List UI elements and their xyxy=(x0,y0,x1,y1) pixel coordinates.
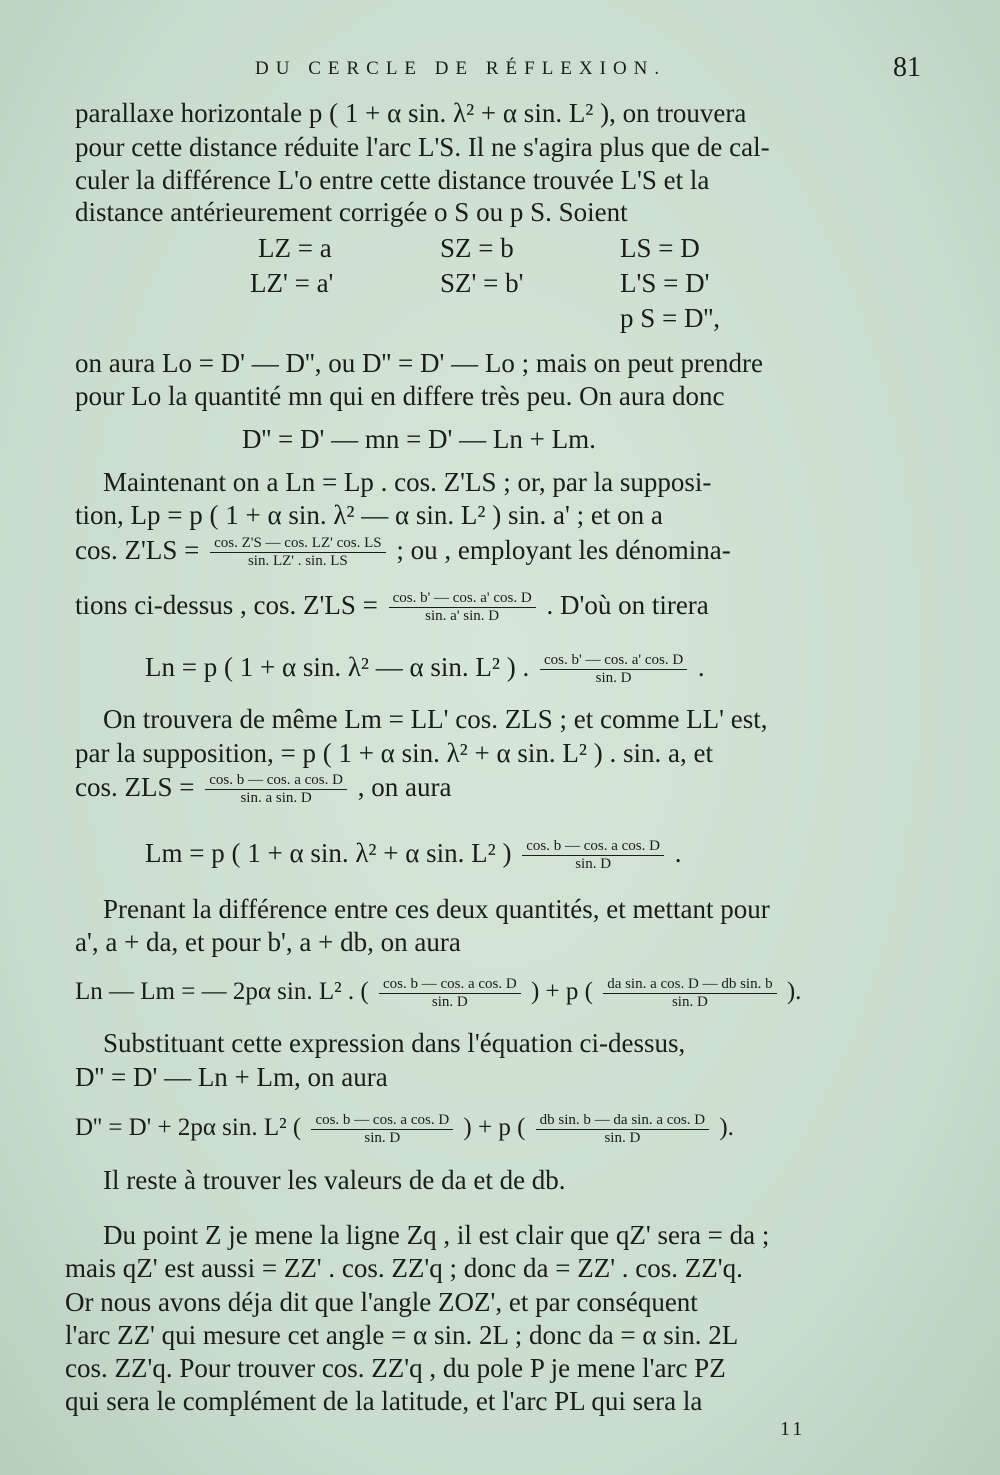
text-line: D'' = D' — Ln + Lm, on aura xyxy=(75,1062,388,1092)
text-line: Du point Z je mene la ligne Zq , il est clair que qZ' sera = da ; xyxy=(103,1220,770,1250)
equation xyxy=(75,976,801,1011)
denominator: sin. D xyxy=(431,994,468,1010)
fraction xyxy=(311,1112,453,1147)
text-run: D'' = D' + 2pα sin. L² ( xyxy=(75,1114,302,1142)
text-run: . xyxy=(674,838,682,868)
numerator: da sin. a cos. D — db sin. b xyxy=(603,976,776,994)
denominator: sin. D xyxy=(604,1130,641,1146)
text-line: Substituant cette expression dans l'équation ci-dessus, xyxy=(103,1028,686,1058)
definition: LZ = a xyxy=(258,233,332,263)
fraction xyxy=(540,652,687,687)
equation xyxy=(145,652,705,687)
denominator: sin. LZ' . sin. LS xyxy=(247,553,348,570)
equation xyxy=(145,838,681,873)
text-line: cos. ZZ'q. Pour trouver cos. ZZ'q , du pole P je mene l'arc PZ xyxy=(65,1353,726,1383)
definition: p S = D'', xyxy=(620,303,720,333)
numerator: cos. b — cos. a cos. D xyxy=(205,772,347,790)
running-title: DU CERCLE DE RÉFLEXION. xyxy=(255,58,667,79)
numerator: cos. b — cos. a cos. D xyxy=(379,976,521,994)
equation xyxy=(75,590,709,625)
definition: SZ' = b' xyxy=(440,268,524,298)
text-run: cos. ZLS = xyxy=(75,772,195,802)
text-run: , on aura xyxy=(357,772,452,802)
denominator: sin. a' sin. D xyxy=(425,608,500,625)
numerator: cos. Z'S — cos. LZ' cos. LS xyxy=(210,535,385,553)
text-run: ) + p ( xyxy=(530,978,593,1006)
text-line: pour Lo la quantité mn qui en differe très peu. On aura donc xyxy=(75,381,725,411)
definition: LZ' = a' xyxy=(250,268,334,298)
text-run: Lm = p ( 1 + α sin. λ² + α sin. L² ) xyxy=(145,838,512,868)
text-line: qui sera le complément de la latitude, et l'arc PL qui sera la xyxy=(65,1386,703,1416)
text-line: Or nous avons déja dit que l'angle ZOZ', et par conséquent xyxy=(65,1287,698,1317)
text-run: ) + p ( xyxy=(463,1114,526,1142)
denominator: sin. D xyxy=(595,670,632,687)
equation: D'' = D' — mn = D' — Ln + Lm. xyxy=(242,424,596,454)
fraction xyxy=(210,535,385,570)
text-line: a', a + da, et pour b', a + db, on aura xyxy=(75,927,461,957)
fraction xyxy=(379,976,521,1011)
text-run: Ln = p ( 1 + α sin. λ² — α sin. L² ) . xyxy=(145,652,530,682)
text-line: Il reste à trouver les valeurs de da et de db. xyxy=(103,1165,566,1195)
fraction xyxy=(536,1112,709,1147)
text-run: ; ou , employant les dénomina- xyxy=(396,535,731,565)
text-run: ). xyxy=(719,1114,734,1142)
page-number: 81 xyxy=(893,52,921,83)
equation-lhs: cos. Z'LS = xyxy=(75,535,200,565)
text-line: pour cette distance réduite l'arc L'S. Il ne s'agira plus que de cal- xyxy=(75,132,770,162)
text-run: ). xyxy=(786,978,802,1006)
denominator: sin. D xyxy=(364,1130,401,1146)
text-line: on aura Lo = D' — D'', ou D'' = D' — Lo ; mais on peut prendre xyxy=(75,348,764,378)
text-run: . D'où on tirera xyxy=(546,590,709,620)
equation xyxy=(75,535,731,570)
text-line: Prenant la différence entre ces deux quantités, et mettant pour xyxy=(103,894,770,924)
text-run: Ln — Lm = — 2pα sin. L² . ( xyxy=(75,978,369,1006)
printer-signature: 11 xyxy=(780,1418,806,1440)
numerator: cos. b — cos. a cos. D xyxy=(311,1112,453,1130)
equation xyxy=(75,772,451,807)
text-line: tion, Lp = p ( 1 + α sin. λ² — α sin. L² ) sin. a' ; et on a xyxy=(75,500,663,530)
text-run: tions ci-dessus , cos. Z'LS = xyxy=(75,590,378,620)
text-line: par la supposition, = p ( 1 + α sin. λ² + α sin. L² ) . sin. a, et xyxy=(75,738,713,768)
text-line: On trouvera de même Lm = LL' cos. ZLS ; et comme LL' est, xyxy=(103,704,768,734)
denominator: sin. D xyxy=(671,994,708,1010)
text-run: . xyxy=(697,652,705,682)
definition: SZ = b xyxy=(440,233,514,263)
numerator: cos. b — cos. a cos. D xyxy=(522,838,664,856)
text-line: Maintenant on a Ln = Lp . cos. Z'LS ; or, par la supposi- xyxy=(103,467,712,497)
text-line: culer la différence L'o entre cette distance trouvée L'S et la xyxy=(75,165,710,195)
numerator: cos. b' — cos. a' cos. D xyxy=(389,590,536,608)
text-line: mais qZ' est aussi = ZZ' . cos. ZZ'q ; donc da = ZZ' . cos. ZZ'q. xyxy=(65,1253,743,1283)
fraction xyxy=(205,772,347,807)
text-line: l'arc ZZ' qui mesure cet angle = α sin. 2L ; donc da = α sin. 2L xyxy=(65,1320,739,1350)
fraction xyxy=(603,976,776,1011)
equation xyxy=(75,1112,734,1147)
text-line: distance antérieurement corrigée o S ou p S. Soient xyxy=(75,197,628,227)
definition: LS = D xyxy=(620,233,700,263)
numerator: db sin. b — da sin. a cos. D xyxy=(536,1112,709,1130)
denominator: sin. a sin. D xyxy=(240,790,312,807)
fraction xyxy=(389,590,536,625)
fraction xyxy=(522,838,664,873)
numerator: cos. b' — cos. a' cos. D xyxy=(540,652,687,670)
text-line: parallaxe horizontale p ( 1 + α sin. λ² + α sin. L² ), on trouvera xyxy=(75,98,747,128)
definition: L'S = D' xyxy=(620,268,710,298)
denominator: sin. D xyxy=(575,856,612,873)
